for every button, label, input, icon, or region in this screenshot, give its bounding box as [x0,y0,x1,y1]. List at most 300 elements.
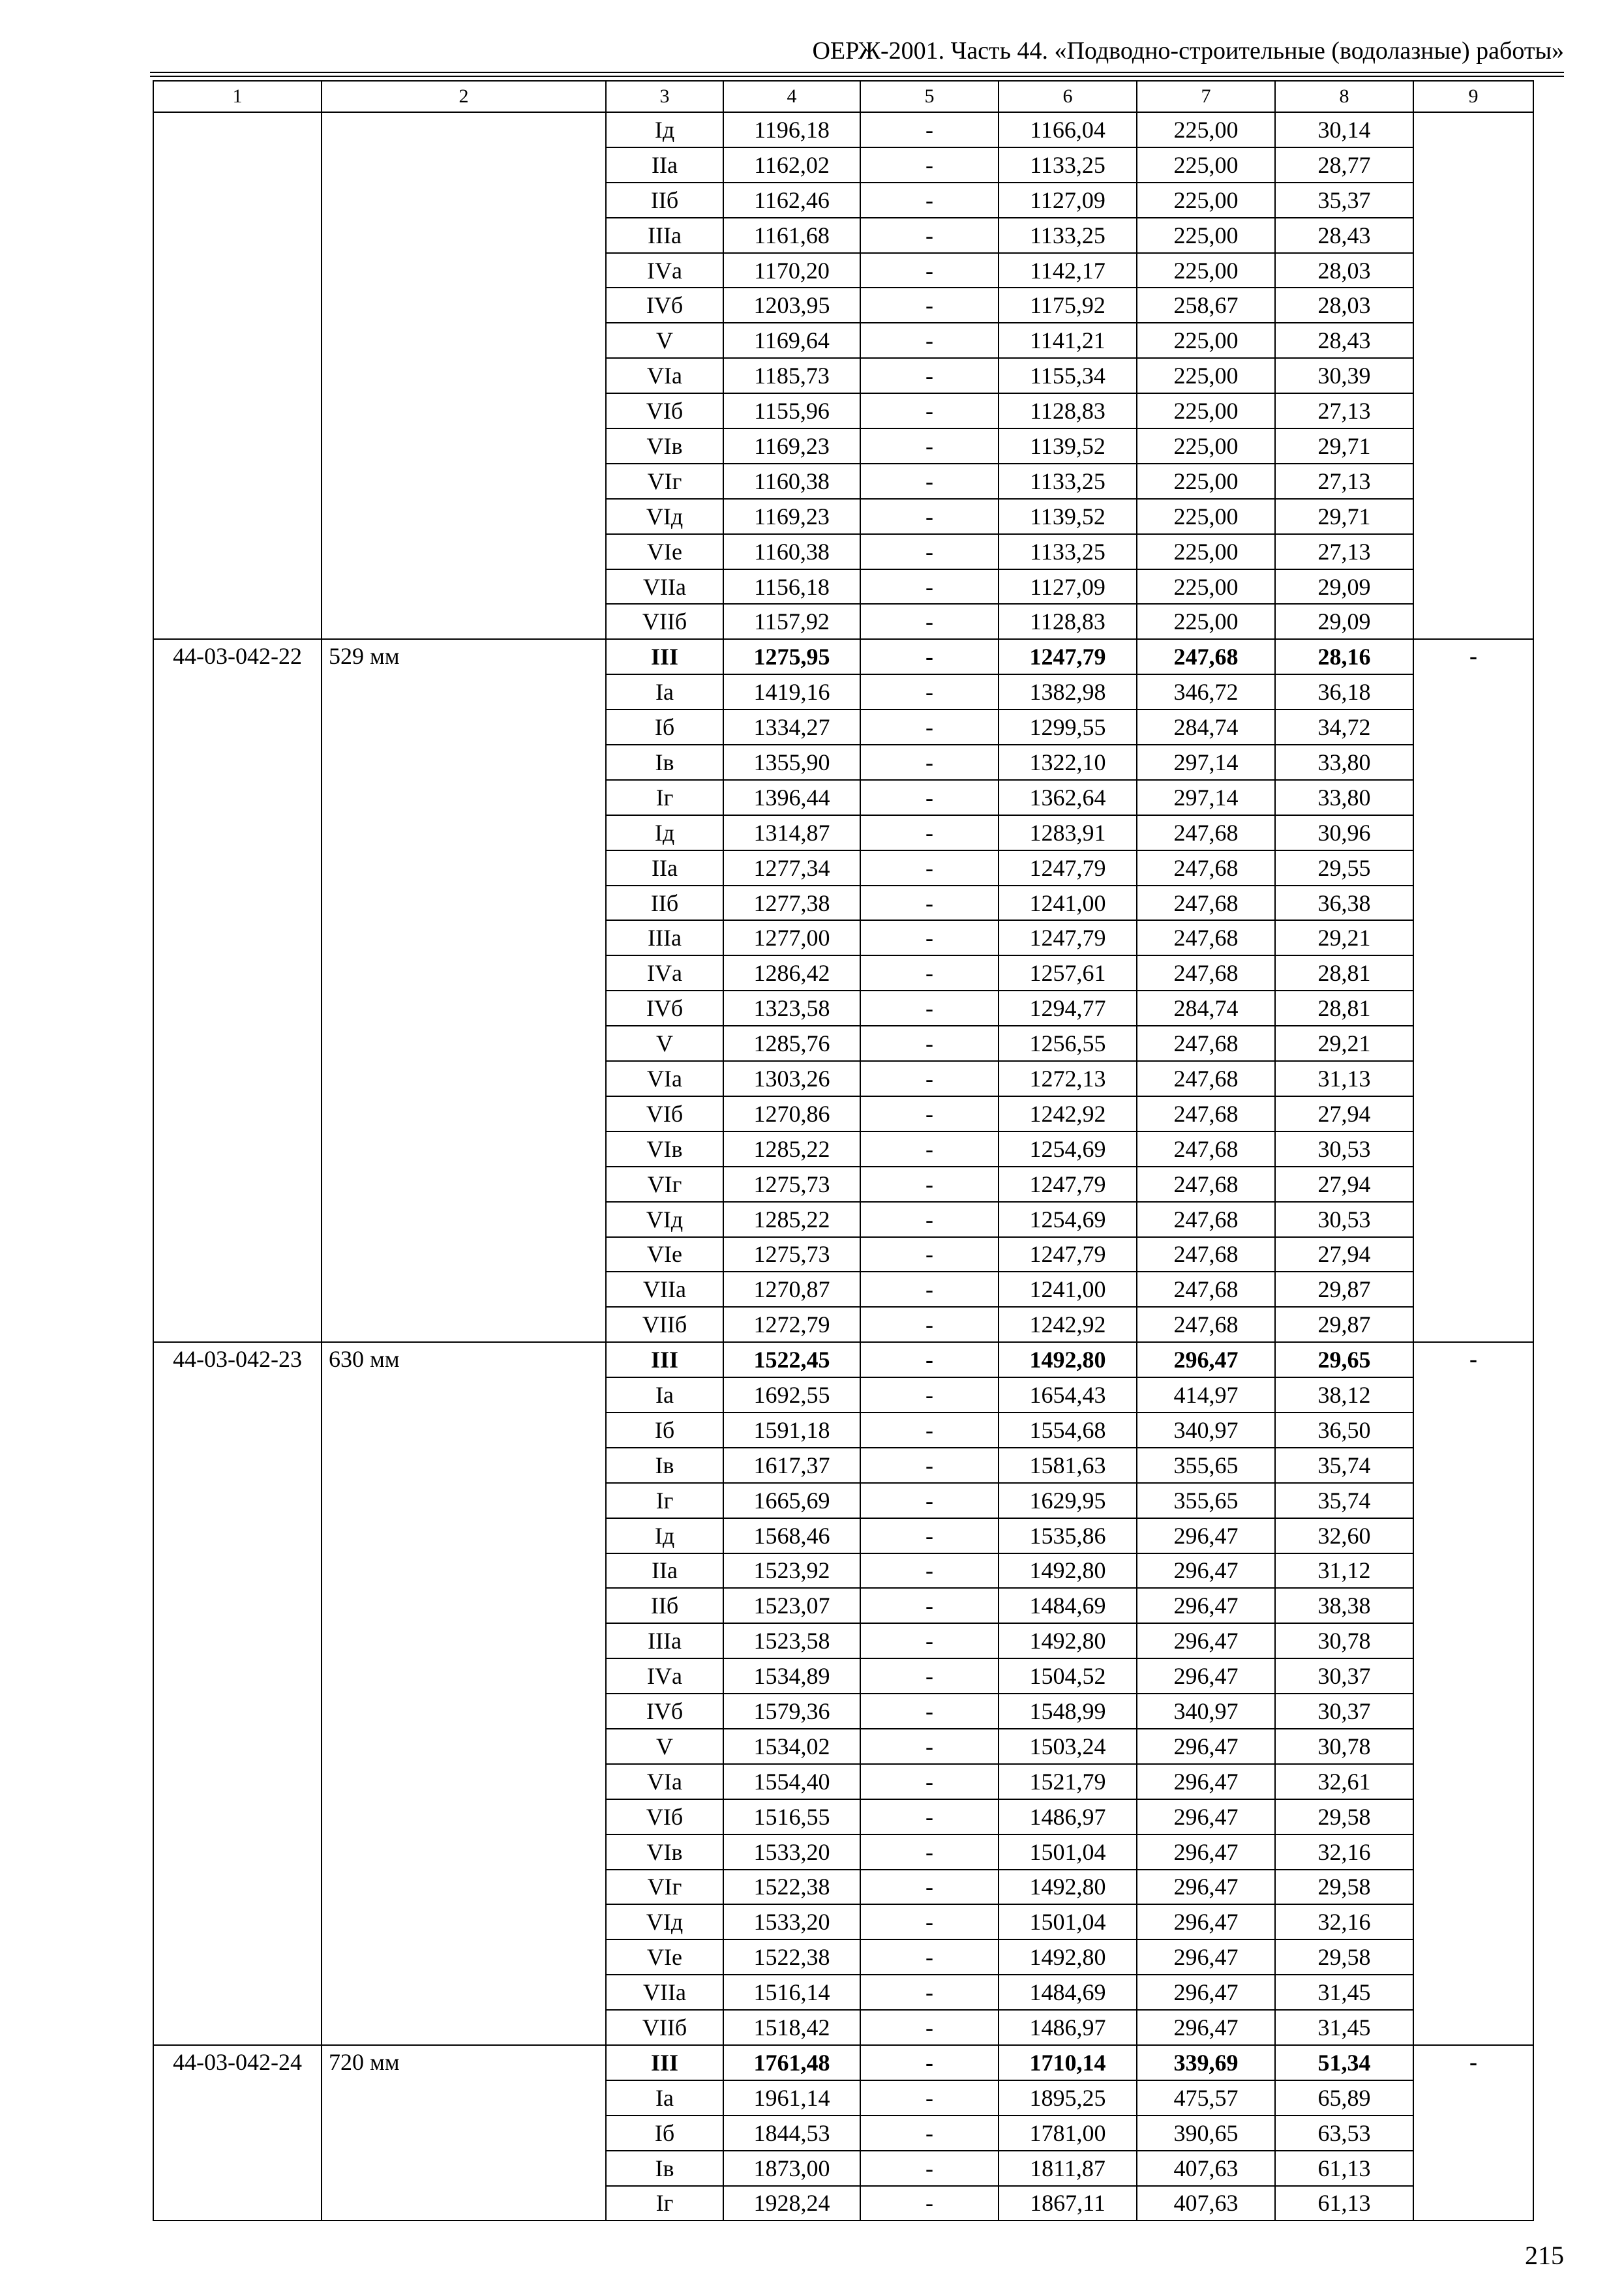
value-cell: 29,21 [1275,1026,1413,1061]
value-cell: - [860,1658,999,1694]
value-cell: 36,50 [1275,1413,1413,1448]
value-cell: 247,68 [1137,955,1275,991]
value-cell: 31,13 [1275,1061,1413,1096]
value-cell: Iд [606,112,723,147]
value-cell: VIд [606,499,723,534]
value-cell: 1362,64 [999,780,1137,815]
value-cell: 1419,16 [723,674,860,710]
value-cell: 30,37 [1275,1694,1413,1729]
value-cell: 1492,80 [999,1870,1137,1905]
value-cell: - [860,2045,999,2080]
value-cell: - [860,674,999,710]
value-cell: - [860,1694,999,1729]
value-cell: 296,47 [1137,1518,1275,1553]
value-cell: 284,74 [1137,991,1275,1026]
value-cell: 29,09 [1275,604,1413,639]
value-cell: 1548,99 [999,1694,1137,1729]
value-cell: Iа [606,674,723,710]
value-cell: 1928,24 [723,2186,860,2221]
value-cell: 296,47 [1137,1834,1275,1870]
page-number: 215 [1525,2241,1564,2270]
value-cell: - [860,2186,999,2221]
value-cell: 28,43 [1275,218,1413,253]
value-cell: 1710,14 [999,2045,1137,2080]
value-cell: 225,00 [1137,428,1275,464]
pipe-diameter-cell: 720 мм [322,2045,606,2221]
value-cell: 30,96 [1275,815,1413,850]
value-cell: 28,03 [1275,253,1413,288]
value-cell: 1155,34 [999,358,1137,393]
value-cell: 1492,80 [999,1342,1137,1377]
value-cell: 225,00 [1137,147,1275,183]
value-cell: 296,47 [1137,1975,1275,2010]
value-cell: 1270,86 [723,1096,860,1131]
value-cell: 1133,25 [999,147,1137,183]
value-cell: 247,68 [1137,886,1275,921]
value-cell: Iд [606,815,723,850]
value-cell: 247,68 [1137,1237,1275,1272]
value-cell: 296,47 [1137,1799,1275,1834]
value-cell: - [860,218,999,253]
value-cell: 1247,79 [999,850,1137,886]
value-cell: 1277,34 [723,850,860,886]
value-cell: 1272,79 [723,1307,860,1342]
value-cell: 1156,18 [723,569,860,605]
value-cell: 340,97 [1137,1413,1275,1448]
column-number: 3 [606,81,723,112]
value-cell: 1133,25 [999,218,1137,253]
value-cell: - [860,428,999,464]
value-cell: 1534,02 [723,1729,860,1764]
value-cell: 34,72 [1275,710,1413,745]
value-cell: 225,00 [1137,253,1275,288]
value-cell: VIг [606,1870,723,1905]
value-cell: 1523,92 [723,1553,860,1589]
value-cell: VIд [606,1904,723,1939]
value-cell: 296,47 [1137,2010,1275,2045]
value-cell: 1521,79 [999,1764,1137,1799]
value-cell: 225,00 [1137,393,1275,428]
value-cell: 1534,89 [723,1658,860,1694]
value-cell: 27,94 [1275,1167,1413,1202]
value-cell: - [860,1483,999,1518]
value-cell: 1322,10 [999,745,1137,780]
value-cell: 38,38 [1275,1588,1413,1623]
value-cell: - [860,1096,999,1131]
value-cell: 27,13 [1275,393,1413,428]
value-cell: - [860,1870,999,1905]
value-cell: 225,00 [1137,323,1275,358]
value-cell: - [860,1518,999,1553]
value-cell: 30,39 [1275,358,1413,393]
value-cell: 1581,63 [999,1448,1137,1483]
rate-code-cell [153,112,322,639]
value-cell: 28,77 [1275,147,1413,183]
value-cell: 247,68 [1137,920,1275,955]
value-cell: - [860,1167,999,1202]
value-cell: Iа [606,2080,723,2116]
column-number: 6 [999,81,1137,112]
column-number: 8 [1275,81,1413,112]
value-cell: 1161,68 [723,218,860,253]
value-cell: 1533,20 [723,1904,860,1939]
value-cell: 247,68 [1137,850,1275,886]
value-cell: 1396,44 [723,780,860,815]
value-cell: VIб [606,1096,723,1131]
value-cell: 29,58 [1275,1799,1413,1834]
value-cell: 30,53 [1275,1202,1413,1237]
value-cell: - [860,1764,999,1799]
value-cell: 32,61 [1275,1764,1413,1799]
value-cell: 1247,79 [999,1237,1137,1272]
value-cell: 28,03 [1275,288,1413,323]
value-cell: 1127,09 [999,183,1137,218]
value-cell: 1185,73 [723,358,860,393]
value-cell: 31,45 [1275,2010,1413,2045]
value-cell: V [606,1729,723,1764]
value-cell: 29,55 [1275,850,1413,886]
value-cell: 51,34 [1275,2045,1413,2080]
column-9-cell [1413,112,1533,639]
value-cell: - [860,464,999,499]
value-cell: 1247,79 [999,639,1137,674]
value-cell: 31,45 [1275,1975,1413,2010]
value-cell: 1275,73 [723,1237,860,1272]
value-cell: 29,58 [1275,1870,1413,1905]
value-cell: 225,00 [1137,218,1275,253]
value-cell: Iг [606,1483,723,1518]
value-cell: 30,37 [1275,1658,1413,1694]
value-cell: 1629,95 [999,1483,1137,1518]
value-cell: 1873,00 [723,2151,860,2186]
value-cell: - [860,112,999,147]
value-cell: 32,16 [1275,1834,1413,1870]
value-cell: - [860,288,999,323]
value-cell: 28,81 [1275,955,1413,991]
value-cell: - [860,1939,999,1975]
value-cell: 1492,80 [999,1939,1137,1975]
value-cell: 1299,55 [999,710,1137,745]
value-cell: 297,14 [1137,745,1275,780]
value-cell: 29,87 [1275,1307,1413,1342]
value-cell: - [860,1729,999,1764]
value-cell: 1128,83 [999,604,1137,639]
value-cell: Iв [606,745,723,780]
value-cell: 1484,69 [999,1975,1137,2010]
value-cell: - [860,991,999,1026]
value-cell: VIе [606,534,723,569]
value-cell: - [860,710,999,745]
value-cell: 30,53 [1275,1131,1413,1167]
value-cell: - [860,253,999,288]
value-cell: 1294,77 [999,991,1137,1026]
value-cell: III [606,1342,723,1377]
column-number-row [153,81,1533,112]
value-cell: - [860,323,999,358]
value-cell: IIб [606,1588,723,1623]
value-cell: IIIа [606,1623,723,1658]
value-cell: 1247,79 [999,1167,1137,1202]
value-cell: 32,60 [1275,1518,1413,1553]
value-cell: 1781,00 [999,2116,1137,2151]
column-number: 1 [153,81,322,112]
value-cell: 1175,92 [999,288,1137,323]
value-cell: 1241,00 [999,1272,1137,1307]
column-9-cell: - [1413,1342,1533,2045]
rate-code-cell: 44-03-042-24 [153,2045,322,2221]
value-cell: 296,47 [1137,1764,1275,1799]
value-cell: 355,65 [1137,1483,1275,1518]
value-cell: 1139,52 [999,428,1137,464]
value-cell: - [860,955,999,991]
value-cell: 1314,87 [723,815,860,850]
value-cell: 247,68 [1137,1272,1275,1307]
value-cell: 1334,27 [723,710,860,745]
value-cell: 1811,87 [999,2151,1137,2186]
value-cell: 1128,83 [999,393,1137,428]
value-cell: 36,18 [1275,674,1413,710]
value-cell: 1522,45 [723,1342,860,1377]
value-cell: 1516,14 [723,1975,860,2010]
value-cell: 1203,95 [723,288,860,323]
value-cell: - [860,2151,999,2186]
value-cell: 35,37 [1275,183,1413,218]
value-cell: 296,47 [1137,1729,1275,1764]
value-cell: IIа [606,1553,723,1589]
value-cell: 1867,11 [999,2186,1137,2221]
value-cell: 1285,76 [723,1026,860,1061]
rate-code-cell: 44-03-042-22 [153,639,322,1342]
value-cell: 1579,36 [723,1694,860,1729]
value-cell: - [860,815,999,850]
value-cell: VIв [606,428,723,464]
value-cell: - [860,1413,999,1448]
value-cell: 35,74 [1275,1448,1413,1483]
value-cell: VIIа [606,1272,723,1307]
value-cell: - [860,147,999,183]
value-cell: - [860,604,999,639]
value-cell: VIв [606,1131,723,1167]
value-cell: - [860,358,999,393]
value-cell: 1277,38 [723,886,860,921]
value-cell: 65,89 [1275,2080,1413,2116]
value-cell: 340,97 [1137,1694,1275,1729]
value-cell: VIв [606,1834,723,1870]
value-cell: 225,00 [1137,112,1275,147]
value-cell: VIа [606,1061,723,1096]
value-cell: 29,09 [1275,569,1413,605]
value-cell: 1275,73 [723,1167,860,1202]
value-cell: 32,16 [1275,1904,1413,1939]
value-cell: 1617,37 [723,1448,860,1483]
value-cell: - [860,183,999,218]
value-cell: 1355,90 [723,745,860,780]
value-cell: 296,47 [1137,1623,1275,1658]
value-cell: IVб [606,991,723,1026]
rate-code-cell: 44-03-042-23 [153,1342,322,2045]
value-cell: - [860,393,999,428]
value-cell: 284,74 [1137,710,1275,745]
value-cell: 225,00 [1137,183,1275,218]
value-cell: 35,74 [1275,1483,1413,1518]
value-cell: 1522,38 [723,1870,860,1905]
value-cell: Iб [606,2116,723,2151]
value-cell: - [860,1553,999,1589]
value-cell: 296,47 [1137,1904,1275,1939]
value-cell: 247,68 [1137,1167,1275,1202]
value-cell: Iб [606,710,723,745]
value-cell: VIб [606,1799,723,1834]
header-rule [150,72,1564,77]
value-cell: 1162,02 [723,147,860,183]
column-number: 7 [1137,81,1275,112]
value-cell: 1157,92 [723,604,860,639]
value-cell: 1133,25 [999,534,1137,569]
value-cell: 1492,80 [999,1623,1137,1658]
value-cell: - [860,2116,999,2151]
value-cell: IIIа [606,218,723,253]
value-cell: 390,65 [1137,2116,1275,2151]
value-cell: 1170,20 [723,253,860,288]
value-cell: V [606,1026,723,1061]
value-cell: 1535,86 [999,1518,1137,1553]
value-cell: 296,47 [1137,1342,1275,1377]
value-cell: 296,47 [1137,1870,1275,1905]
value-cell: - [860,1026,999,1061]
value-cell: 1961,14 [723,2080,860,2116]
value-cell: 247,68 [1137,815,1275,850]
value-cell: 28,81 [1275,991,1413,1026]
value-cell: - [860,1799,999,1834]
value-cell: - [860,1061,999,1096]
value-cell: 225,00 [1137,534,1275,569]
page-header: ОЕРЖ-2001. Часть 44. «Подводно-строительные (водолазные) работы» [812,37,1564,65]
value-cell: - [860,1834,999,1870]
value-cell: 1382,98 [999,674,1137,710]
value-cell: 29,65 [1275,1342,1413,1377]
value-cell: 1516,55 [723,1799,860,1834]
value-cell: 1503,24 [999,1729,1137,1764]
value-cell: 1162,46 [723,183,860,218]
value-cell: 1654,43 [999,1377,1137,1413]
value-cell: 247,68 [1137,639,1275,674]
value-cell: 225,00 [1137,464,1275,499]
value-cell: VIIб [606,2010,723,2045]
pipe-diameter-cell [322,112,606,639]
value-cell: 247,68 [1137,1307,1275,1342]
value-cell: - [860,1131,999,1167]
value-cell: 1257,61 [999,955,1137,991]
value-cell: Iв [606,1448,723,1483]
column-number: 4 [723,81,860,112]
value-cell: - [860,639,999,674]
value-cell: 1247,79 [999,920,1137,955]
value-cell: 1272,13 [999,1061,1137,1096]
value-cell: VIIб [606,1307,723,1342]
value-cell: 258,67 [1137,288,1275,323]
value-cell: 1286,42 [723,955,860,991]
value-cell: 346,72 [1137,674,1275,710]
value-cell: 61,13 [1275,2151,1413,2186]
value-cell: VIIб [606,604,723,639]
value-cell: 225,00 [1137,358,1275,393]
table-row [153,2045,1533,2080]
value-cell: 1139,52 [999,499,1137,534]
value-cell: 1285,22 [723,1131,860,1167]
column-9-cell: - [1413,639,1533,1342]
value-cell: 29,71 [1275,428,1413,464]
value-cell: 247,68 [1137,1131,1275,1167]
value-cell: - [860,886,999,921]
value-cell: III [606,2045,723,2080]
value-cell: 1523,07 [723,1588,860,1623]
value-cell: 296,47 [1137,1658,1275,1694]
value-cell: - [860,534,999,569]
value-cell: 1242,92 [999,1096,1137,1131]
value-cell: - [860,1588,999,1623]
value-cell: 247,68 [1137,1061,1275,1096]
value-cell: 1554,68 [999,1413,1137,1448]
value-cell: 27,94 [1275,1237,1413,1272]
value-cell: 1166,04 [999,112,1137,147]
value-cell: 1486,97 [999,1799,1137,1834]
value-cell: Iд [606,1518,723,1553]
value-cell: 1275,95 [723,639,860,674]
value-cell: 61,13 [1275,2186,1413,2221]
value-cell: 407,63 [1137,2151,1275,2186]
table-body [153,81,1533,2221]
value-cell: 247,68 [1137,1202,1275,1237]
value-cell: 27,94 [1275,1096,1413,1131]
value-cell: IIIа [606,920,723,955]
value-cell: IVа [606,955,723,991]
value-cell: IIа [606,850,723,886]
value-cell: Iг [606,780,723,815]
value-cell: VIа [606,358,723,393]
value-cell: Iг [606,2186,723,2221]
value-cell: - [860,920,999,955]
value-cell: III [606,639,723,674]
value-cell: 1486,97 [999,2010,1137,2045]
value-cell: 1160,38 [723,534,860,569]
value-cell: Iа [606,1377,723,1413]
value-cell: 247,68 [1137,1096,1275,1131]
value-cell: 339,69 [1137,2045,1275,2080]
value-cell: - [860,850,999,886]
value-cell: - [860,2010,999,2045]
value-cell: - [860,1307,999,1342]
value-cell: 296,47 [1137,1588,1275,1623]
value-cell: 1285,22 [723,1202,860,1237]
value-cell: 355,65 [1137,1448,1275,1483]
value-cell: 1242,92 [999,1307,1137,1342]
value-cell: Iб [606,1413,723,1448]
value-cell: 225,00 [1137,499,1275,534]
value-cell: 1283,91 [999,815,1137,850]
value-cell: 1844,53 [723,2116,860,2151]
value-cell: - [860,1272,999,1307]
value-cell: 1256,55 [999,1026,1137,1061]
value-cell: 29,87 [1275,1272,1413,1307]
value-cell: 30,78 [1275,1623,1413,1658]
value-cell: 1155,96 [723,393,860,428]
value-cell: 28,43 [1275,323,1413,358]
value-cell: 27,13 [1275,534,1413,569]
value-cell: IIа [606,147,723,183]
value-cell: 30,78 [1275,1729,1413,1764]
value-cell: 29,71 [1275,499,1413,534]
value-cell: - [860,499,999,534]
